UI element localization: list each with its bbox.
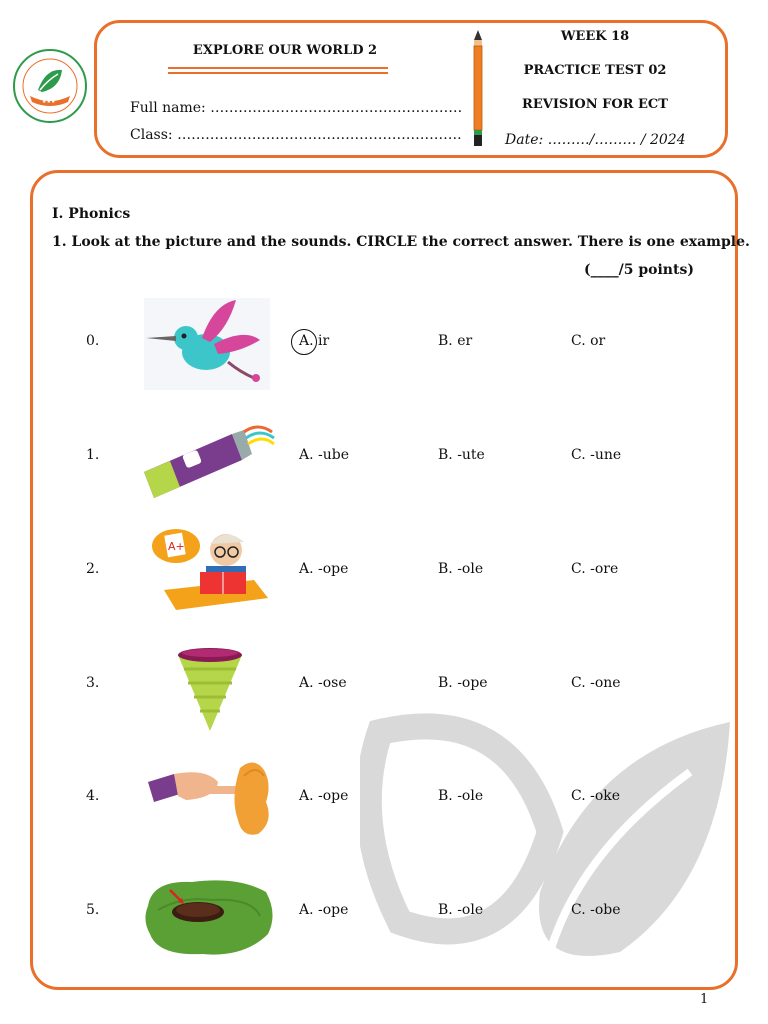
answer-a-text: ir [313,333,330,349]
answer-b[interactable]: B. -ope [438,675,488,691]
boy-reading-icon [150,528,270,612]
answer-c[interactable]: C. -one [571,675,621,691]
answer-c[interactable]: C. -une [571,447,622,463]
school-logo [8,46,92,126]
question-number: 4. [86,788,100,804]
answer-a[interactable]: A. -ube [299,447,350,463]
question-number: 1. [86,447,100,463]
answer-c[interactable]: C. -obe [571,902,621,918]
title-underline-2 [168,72,388,74]
page-number: 1 [700,992,709,1007]
points-label: (____/5 points) [584,262,694,278]
answer-c[interactable]: C. or [571,333,606,349]
hole-icon [142,876,278,960]
leaf-watermark-icon [360,712,740,982]
answer-c[interactable]: C. -ore [571,561,619,577]
answer-a[interactable]: A. -ose [299,675,347,691]
question-number: 5. [86,902,100,918]
worksheet-title: EXPLORE OUR WORLD 2 [192,43,378,58]
answer-a[interactable]: A. -ope [299,902,349,918]
answer-b[interactable]: B. -ole [438,902,484,918]
section-heading: I. Phonics [52,206,131,222]
answer-a-letter: A. [299,333,314,349]
cone-icon [176,643,246,733]
svg-text:A+: A+ [168,540,185,553]
date-field[interactable]: Date: ………/……… / 2024 [505,132,686,148]
question-number: 2. [86,561,100,577]
svg-text:★★★: ★★★ [42,99,56,105]
pencil-icon [470,30,486,148]
class-field[interactable]: Class: ……………………………………………………. [130,127,462,143]
question-number: 3. [86,675,100,691]
answer-a[interactable]: A. -ope [299,561,349,577]
answer-b[interactable]: B. er [438,333,473,349]
poke-icon [146,758,274,838]
full-name-field[interactable]: Full name: ……………………………………………… [130,100,463,116]
answer-a[interactable] [299,333,329,349]
week-label: WEEK 18 [560,29,630,44]
answer-c[interactable]: C. -oke [571,788,621,804]
instruction-text: 1. Look at the picture and the sounds. CIRCLE the correct answer. There is one example. [52,234,750,250]
answer-b[interactable]: B. -ole [438,561,484,577]
answer-b[interactable]: B. -ole [438,788,484,804]
answer-a[interactable]: A. -ope [299,788,349,804]
bird-icon [144,298,270,390]
test-label: PRACTICE TEST 02 [523,63,667,78]
question-number: 0. [86,333,100,349]
title-underline-1 [168,67,388,69]
tube-icon [140,420,276,500]
revision-label: REVISION FOR ECT [522,97,668,112]
answer-b[interactable]: B. -ute [438,447,485,463]
